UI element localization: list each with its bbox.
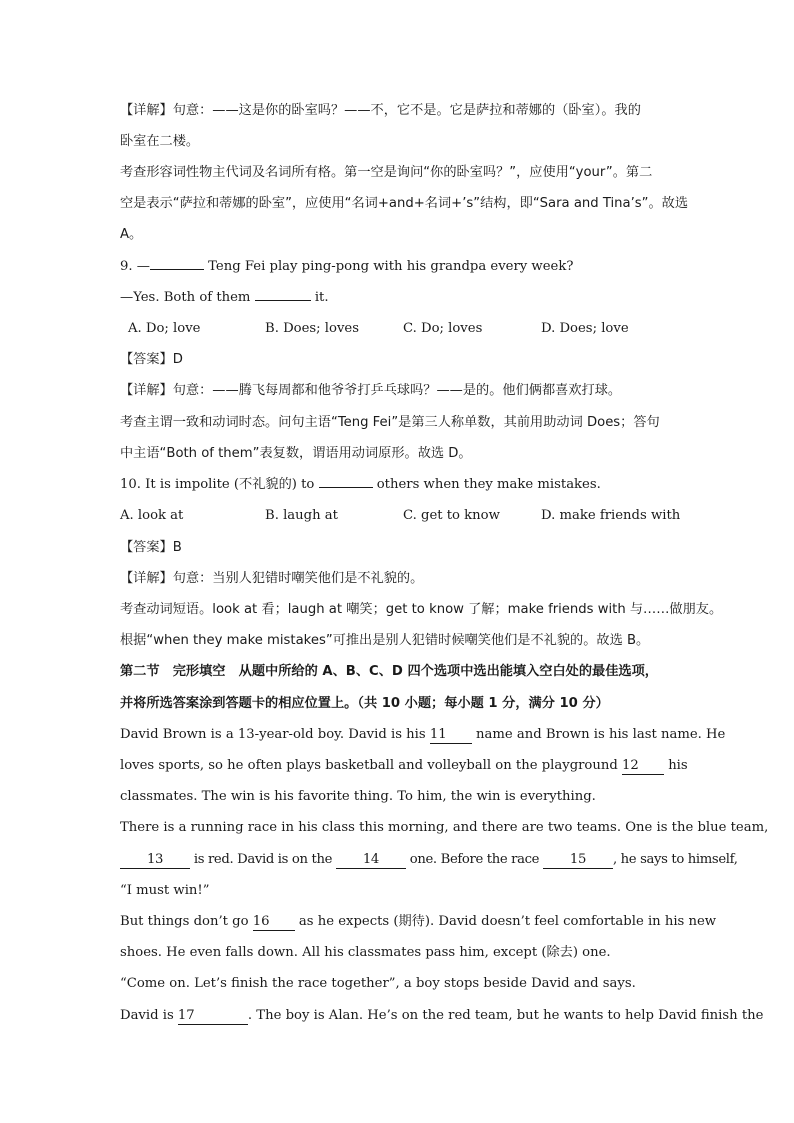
passage-text: But things don’t go: [120, 914, 253, 929]
q10-option-d: D. make friends with: [541, 508, 681, 523]
q9-answer: 【答案】D: [120, 352, 183, 367]
cloze-blank-13: 13: [120, 852, 190, 869]
passage-text: David is: [120, 1008, 178, 1023]
q10-explanation-line-1: 【详解】句意：当别人犯错时嘲笑他们是不礼貌的。: [120, 571, 424, 586]
q9-question-line-2: [120, 288, 676, 308]
passage-text: as he expects (期待). David doesn’t feel comfortable in his new: [294, 914, 717, 929]
cloze-blank-16: 16: [253, 914, 295, 931]
q10-question-line: [120, 475, 676, 495]
section2-heading-line-2: 并将所选答案涂到答题卡的相应位置上。（共 10 小题；每小题 1 分，满分 10 分）: [120, 696, 609, 711]
passage-text: name and Brown is his last name. He: [471, 727, 726, 742]
section2-heading-line-1: 第二节 完形填空 从题中所给的 A、B、C、D 四个选项中选出能填入空白处的最佳选项，: [120, 664, 658, 679]
q9-explanation-line-1: 【详解】句意：——腾飞每周都和他爷爷打乒乓球吗？——是的。他们俩都喜欢打球。: [120, 383, 622, 398]
q9-reply-suffix: it.: [310, 290, 329, 305]
cloze-blank-14: 14: [336, 852, 406, 869]
q10-prefix: 10. It is impolite (不礼貌的) to: [120, 477, 319, 492]
q8-explanation-line-2: 卧室在二楼。: [120, 134, 200, 149]
passage-line-10: [120, 1006, 764, 1026]
passage-text: his: [664, 758, 688, 773]
passage-line-1: [120, 725, 726, 745]
q10-blank: [319, 487, 373, 488]
q9-option-b: B. Does; loves: [265, 321, 359, 336]
passage-line-5: [120, 850, 738, 870]
passage-text: David Brown is a 13-year-old boy. David is his: [120, 727, 430, 742]
q9-option-a: A. Do; love: [128, 321, 201, 336]
q10-option-a: A. look at: [120, 508, 184, 523]
q9-explanation-line-2: 考查主谓一致和动词时态。问句主语“Teng Fei”是第三人称单数，其前用助动词 Does；答句: [120, 415, 660, 430]
passage-text: loves sports, so he often plays basketball and volleyball on the playground: [120, 758, 622, 773]
q9-blank-2: [255, 300, 311, 301]
q8-explanation-line-5: A。: [120, 227, 143, 242]
q10-option-c: C. get to know: [403, 508, 500, 523]
q10-explanation-line-3: 根据“when they make mistakes”可推出是别人犯错时候嘲笑他们是不礼貌的。故选 B。: [120, 633, 650, 648]
q9-blank-1: [150, 269, 204, 270]
passage-line-3: classmates. The win is his favorite thing. To him, the win is everything.: [120, 789, 596, 804]
passage-line-4: There is a running race in his class this morning, and there are two teams. One is the blue team,: [120, 820, 769, 835]
cloze-blank-11: 11: [430, 727, 472, 744]
q10-suffix: others when they make mistakes.: [372, 477, 601, 492]
passage-line-8: shoes. He even falls down. All his classmates pass him, except (除去) one.: [120, 945, 611, 960]
passage-line-9: “Come on. Let’s finish the race together”, a boy stops beside David and says.: [120, 976, 636, 991]
q9-question-text: Teng Fei play ping-pong with his grandpa every week?: [203, 259, 574, 274]
q8-explanation-line-4: 空是表示“萨拉和蒂娜的卧室”，应使用“名词+and+名词+’s”结构，即“Sara and Tina’s”。故选: [120, 196, 689, 211]
cloze-blank-15: 15: [543, 852, 613, 869]
cloze-blank-12: 12: [622, 758, 664, 775]
passage-line-7: [120, 912, 717, 932]
q10-answer: 【答案】B: [120, 540, 182, 555]
passage-line-2: [120, 756, 688, 776]
q9-explanation-line-3: 中主语“Both of them”表复数，谓语用动词原形。故选 D。: [120, 446, 472, 461]
q9-question-line-1: [120, 257, 676, 277]
q8-explanation-line-3: 考查形容词性物主代词及名词所有格。第一空是询问“你的卧室吗？”，应使用“your”。第二: [120, 165, 653, 180]
passage-text: , he says to himself,: [612, 852, 738, 867]
passage-text: . The boy is Alan. He’s on the red team, but he wants to help David finish the: [247, 1008, 764, 1023]
passage-text: is red. David is on the: [190, 852, 336, 867]
q9-option-d: D. Does; love: [541, 321, 629, 336]
q8-explanation-line-1: 【详解】句意：——这是你的卧室吗？——不，它不是。它是萨拉和蒂娜的（卧室）。我的: [120, 103, 641, 118]
q9-prefix: 9. —: [120, 259, 150, 274]
passage-text: one. Before the race: [405, 852, 543, 867]
q10-option-b: B. laugh at: [265, 508, 338, 523]
q9-option-c: C. Do; loves: [403, 321, 483, 336]
cloze-blank-17: 17: [178, 1008, 248, 1025]
q10-explanation-line-2: 考查动词短语。look at 看；laugh at 嘲笑；get to know 了解；make friends with 与……做朋友。: [120, 602, 723, 617]
passage-line-6: “I must win!”: [120, 883, 210, 898]
q9-reply-prefix: —Yes. Both of them: [120, 290, 255, 305]
